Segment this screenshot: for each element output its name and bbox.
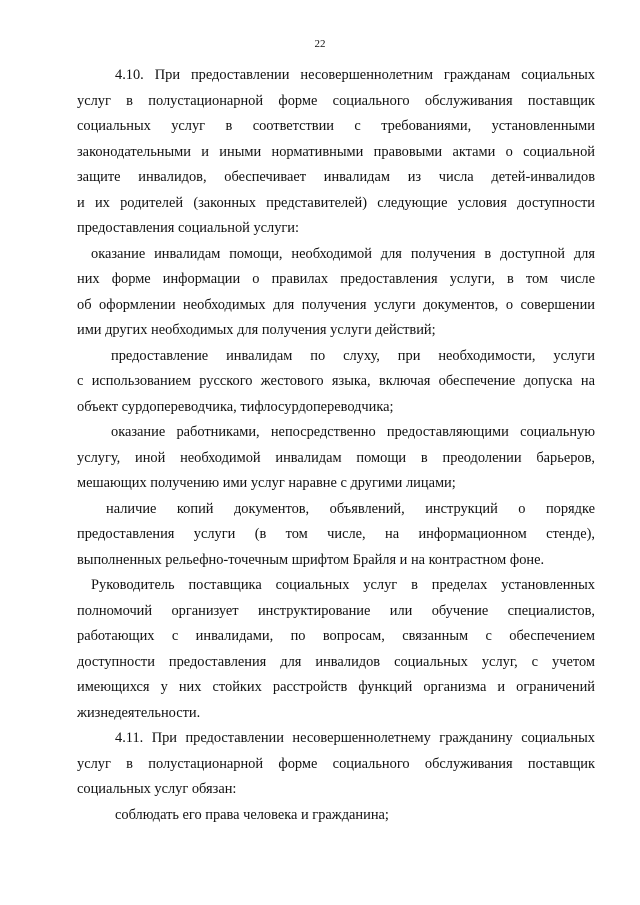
text-line: законодательными и иными нормативными правовыми актами о социальной bbox=[77, 143, 595, 160]
paragraph bbox=[77, 803, 595, 829]
paragraph bbox=[77, 420, 595, 497]
text-line: оказание инвалидам помощи, необходимой для получения в доступной для bbox=[91, 245, 595, 262]
text-line: предоставления услуги (в том числе, на информационном стенде), bbox=[77, 526, 595, 542]
text-line: услугу, иной необходимой инвалидам помощи в преодолении барьеров, bbox=[77, 449, 595, 466]
text-line: полномочий организует инструктирование или обучение специалистов, bbox=[77, 602, 595, 619]
text-line: 4.10. При предоставлении несовершеннолетним гражданам социальных bbox=[115, 67, 595, 83]
text-line: социальных услуг обязан: bbox=[77, 781, 237, 797]
text-line: с использованием русского жестового языка, включая обеспечение допуска на bbox=[77, 373, 595, 389]
text-line: услуг в полустационарной форме социального обслуживания поставщик bbox=[77, 755, 595, 772]
text-line: выполненных рельефно-точечным шрифтом Брайля и на контрастном фоне. bbox=[77, 551, 545, 568]
text-line: об оформлении необходимых для получения услуги документов, о совершении bbox=[77, 296, 595, 313]
text-line: предоставления социальной услуги: bbox=[77, 220, 300, 236]
text-line: имеющихся у них стойких расстройств функций организма и ограничений bbox=[77, 679, 595, 695]
text-line: ими других необходимых для получения услуги действий; bbox=[77, 322, 436, 338]
text-line: жизнедеятельности. bbox=[77, 704, 201, 721]
text-line: услуг в полустационарной форме социального обслуживания поставщик bbox=[77, 92, 595, 109]
text-line: предоставление инвалидам по слуху, при необходимости, услуги bbox=[111, 347, 595, 364]
text-line: оказание работниками, непосредственно предоставляющими социальную bbox=[111, 424, 595, 440]
text-line: объект сурдопереводчика, тифлосурдопереводчика; bbox=[77, 398, 394, 415]
paragraph bbox=[77, 573, 595, 726]
text-line: 4.11. При предоставлении несовершеннолетнему гражданину социальных bbox=[115, 730, 595, 746]
text-line: наличие копий документов, объявлений, инструкций о порядке bbox=[106, 500, 595, 517]
paragraph bbox=[77, 726, 595, 803]
text-line: них форме информации о правилах предоставления услуги, в том числе bbox=[77, 271, 595, 287]
text-line: социальных услуг в соответствии с требованиями, установленными bbox=[77, 118, 595, 134]
paragraph bbox=[77, 497, 595, 574]
page-number: 22 bbox=[314, 38, 326, 50]
text-line: Руководитель поставщика социальных услуг в пределах установленных bbox=[91, 577, 595, 593]
text-line: работающих с инвалидами, по вопросам, связанным с обеспечением bbox=[77, 628, 595, 644]
text-line: мешающих получению ими услуг наравне с другими лицами; bbox=[77, 475, 456, 491]
text-line: соблюдать его права человека и гражданина; bbox=[115, 806, 389, 823]
paragraph bbox=[77, 344, 595, 421]
paragraph bbox=[77, 242, 595, 344]
text-line: доступности предоставления для инвалидов социальных услуг, с учетом bbox=[77, 653, 595, 670]
text-line: и их родителей (законных представителей) следующие условия доступности bbox=[77, 194, 595, 211]
paragraph bbox=[77, 63, 595, 242]
document-body bbox=[77, 63, 595, 828]
text-line: защите инвалидов, обеспечивает инвалидам из числа детей-инвалидов bbox=[77, 169, 595, 185]
